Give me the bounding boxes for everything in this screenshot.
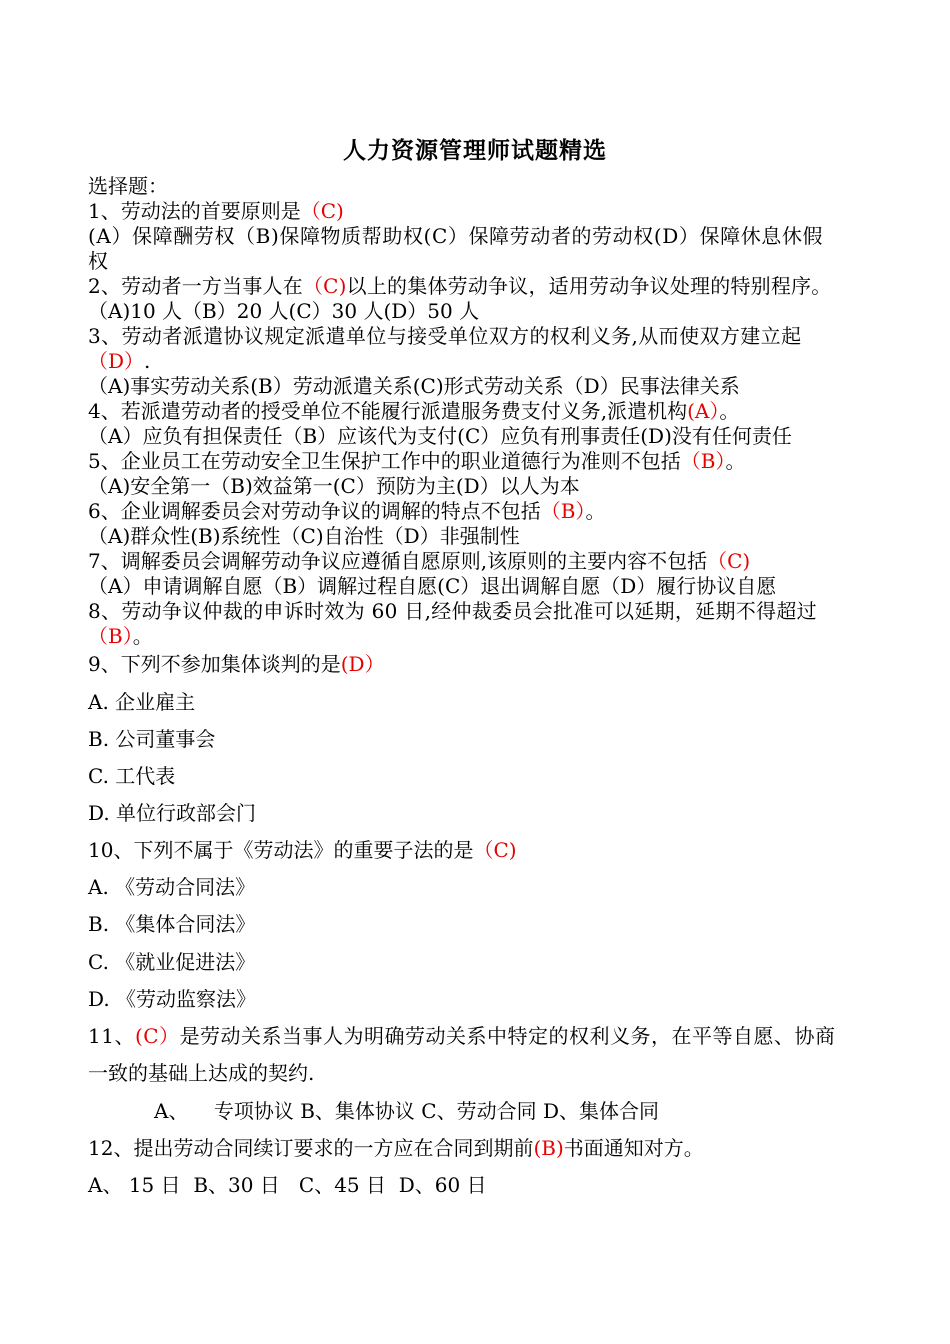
option-a: A. 《劳动合同法》 <box>88 875 256 899</box>
question-options: （A）申请调解自愿（B）调解过程自愿(C）退出调解自愿（D）履行协议自愿 <box>88 574 777 598</box>
question-text-tail: 。 <box>132 624 153 648</box>
answer-mark: (A） <box>687 399 720 423</box>
question-text-tail: 。 <box>719 399 740 423</box>
question-options: （A）应负有担保责任（B）应该代为支付(C）应负有刑事责任(D)没有任何责任 <box>88 424 792 448</box>
question-text: 7、调解委员会调解劳动争议应遵循自愿原则,该原则的主要内容不包括 <box>88 549 708 573</box>
question-text-tail: 书面通知对方。 <box>563 1136 704 1160</box>
answer-mark: (D） <box>340 652 385 676</box>
question-2 <box>88 274 896 324</box>
option-c: C. 《就业促进法》 <box>88 950 256 974</box>
question-text-tail: 以上的集体劳动争议，适用劳动争议处理的特别程序。 <box>346 274 832 298</box>
section-heading: 选择题： <box>88 174 168 198</box>
answer-mark: (B) <box>533 1136 564 1160</box>
question-text: 是劳动关系当事人为明确劳动关系中特定的权利义务，在平等自愿、协商 <box>179 1024 836 1048</box>
question-text: 6、企业调解委员会对劳动争议的调解的特点不包括 <box>88 499 541 523</box>
question-8 <box>88 599 896 649</box>
option-d: D. 单位行政部会门 <box>88 801 257 825</box>
question-text: 2、劳动者一方当事人在 <box>88 274 303 298</box>
question-options: （A)安全第一（B)效益第一(C）预防为主(D）以人为本 <box>88 474 580 498</box>
answer-mark: (C） <box>134 1024 180 1048</box>
question-number: 11、 <box>88 1024 135 1048</box>
question-1 <box>88 199 896 274</box>
answer-mark: （C) <box>302 274 347 298</box>
question-options: (A）保障酬劳权（B)保障物质帮助权(C）保障劳动者的劳动权(D）保障休息休假 <box>88 224 824 248</box>
question-text: 10、下列不属于《劳动法》的重要子法的是 <box>88 838 474 862</box>
question-text: 1、劳动法的首要原则是 <box>88 199 301 223</box>
question-text-continued: 一致的基础上达成的契约. <box>88 1061 315 1085</box>
answer-mark: （C) <box>300 199 344 223</box>
question-3 <box>88 324 896 399</box>
question-text-tail: 。 <box>725 449 746 473</box>
question-text: 8、劳动争议仲裁的申诉时效为 60 日,经仲裁委员会批准可以延期，延期不得超过 <box>88 599 817 623</box>
answer-mark: （B） <box>680 449 726 473</box>
option-b: B. 公司董事会 <box>88 727 216 751</box>
answer-mark: （C) <box>473 838 517 862</box>
answer-mark: （B） <box>88 624 133 648</box>
question-text: 9、下列不参加集体谈判的是 <box>88 652 341 676</box>
option-d: D. 《劳动监察法》 <box>88 987 257 1011</box>
question-text: 4、若派遣劳动者的授受单位不能履行派遣服务费支付义务,派遣机构 <box>88 399 688 423</box>
answer-mark: （D） <box>88 349 145 373</box>
question-options-continued: 权 <box>88 249 108 273</box>
answer-mark: （C) <box>707 549 751 573</box>
question-text-tail: 。 <box>585 499 606 523</box>
question-text: 12、提出劳动合同续订要求的一方应在合同到期前 <box>88 1136 534 1160</box>
question-6 <box>88 499 896 549</box>
questions-compact-block <box>88 174 896 649</box>
option-b: B. 《集体合同法》 <box>88 912 256 936</box>
question-4 <box>88 399 896 449</box>
option-a: A. 企业雇主 <box>88 690 196 714</box>
question-text: 5、企业员工在劳动安全卫生保护工作中的职业道德行为准则不包括 <box>88 449 681 473</box>
option-c: C. 工代表 <box>88 764 176 788</box>
question-options: （A)群众性(B)系统性（C)自治性（D）非强制性 <box>88 524 520 548</box>
question-options: （A)事实劳动关系(B）劳动派遣关系(C)形式劳动关系（D）民事法律关系 <box>88 374 740 398</box>
question-options: A、 15 日 B、30 日 C、45 日 D、60 日 <box>88 1173 487 1197</box>
question-text-tail: . <box>144 349 151 373</box>
question-5 <box>88 449 896 499</box>
question-7 <box>88 549 896 599</box>
question-options: （A)10 人（B）20 人(C）30 人(D）50 人 <box>88 299 480 323</box>
question-text: 3、劳动者派遣协议规定派遣单位与接受单位双方的权利义务,从而使双方建立起 <box>88 324 802 348</box>
answer-mark: （B） <box>540 499 586 523</box>
question-options: A、 专项协议 B、集体协议 C、劳动合同 D、集体合同 <box>154 1099 659 1123</box>
document-title: 人力资源管理师试题精选 <box>343 137 607 164</box>
